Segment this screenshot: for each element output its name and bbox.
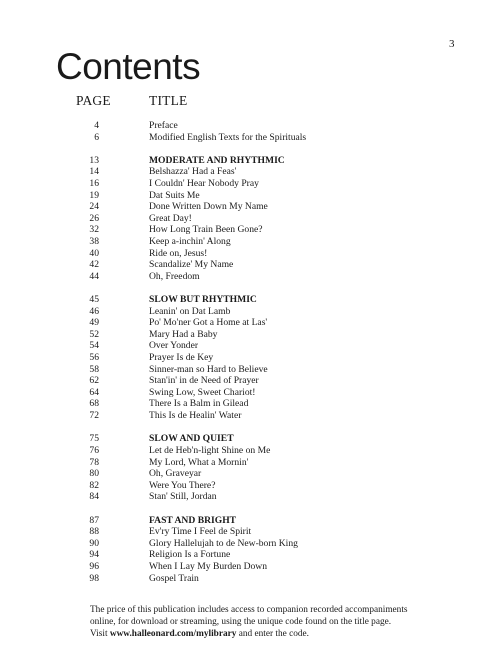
toc-entry xyxy=(0,410,500,422)
toc-section-heading xyxy=(0,294,500,306)
toc-page-number: 52 xyxy=(89,328,99,340)
toc-section xyxy=(0,433,500,503)
toc-page-number: 49 xyxy=(89,317,99,329)
toc-entry-title: How Long Train Been Gone? xyxy=(149,224,263,236)
toc-entry xyxy=(0,468,500,480)
toc-page-number: 90 xyxy=(89,537,99,549)
page-number: 3 xyxy=(449,38,455,50)
toc-entry xyxy=(0,166,500,178)
table-of-contents xyxy=(0,120,500,596)
toc-page-number: 46 xyxy=(89,305,99,317)
toc-entry xyxy=(0,317,500,329)
toc-section-heading xyxy=(0,433,500,445)
toc-page-number: 84 xyxy=(89,491,99,503)
toc-entry xyxy=(0,480,500,492)
footer-text: Visit xyxy=(90,628,110,639)
toc-page-number: 14 xyxy=(89,166,99,178)
toc-entry-title: Let de Heb'n-light Shine on Me xyxy=(149,444,271,456)
toc-page-number: 87 xyxy=(89,514,99,526)
toc-page-number: 88 xyxy=(89,526,99,538)
toc-entry-title: Were You There? xyxy=(149,479,216,491)
toc-page-number: 82 xyxy=(89,479,99,491)
toc-entry xyxy=(0,387,500,399)
toc-heading-title: MODERATE AND RHYTHMIC xyxy=(149,154,285,166)
page-title: Contents xyxy=(56,46,201,87)
toc-page-number: 75 xyxy=(89,433,99,445)
toc-page-number: 13 xyxy=(89,154,99,166)
toc-entry xyxy=(0,224,500,236)
toc-entry-title: Oh, Freedom xyxy=(149,270,200,282)
toc-entry xyxy=(0,526,500,538)
toc-page-number: 78 xyxy=(89,456,99,468)
toc-page-number: 62 xyxy=(89,375,99,387)
toc-entry xyxy=(0,352,500,364)
toc-entry-title: Dat Suits Me xyxy=(149,189,200,201)
toc-entry xyxy=(0,375,500,387)
toc-page-number: 16 xyxy=(89,178,99,190)
toc-entry-title: I Couldn' Hear Nobody Pray xyxy=(149,178,259,190)
toc-entry-title: Po' Mo'ner Got a Home at Las' xyxy=(149,317,268,329)
toc-entry-title: This Is de Healin' Water xyxy=(149,410,242,422)
toc-entry-title: Stan' Still, Jordan xyxy=(149,491,217,503)
toc-entry-title: Over Yonder xyxy=(149,340,199,352)
toc-entry xyxy=(0,271,500,283)
toc-page-number: 64 xyxy=(89,386,99,398)
column-header-page: PAGE xyxy=(76,93,111,108)
toc-page-number: 58 xyxy=(89,363,99,375)
toc-entry-title: Preface xyxy=(149,120,178,131)
toc-entry xyxy=(0,306,500,318)
toc-page-number: 68 xyxy=(89,398,99,410)
toc-entry-title: Modified English Texts for the Spirituals xyxy=(149,131,307,143)
toc-section xyxy=(0,155,500,283)
toc-page-number: 44 xyxy=(89,270,99,282)
toc-page-number: 40 xyxy=(89,247,99,259)
toc-entry xyxy=(0,120,500,132)
toc-page-number: 32 xyxy=(89,224,99,236)
toc-entry-title: Great Day! xyxy=(149,212,192,224)
toc-section xyxy=(0,515,500,585)
toc-entry xyxy=(0,190,500,202)
toc-page-number: 4 xyxy=(94,120,99,131)
toc-entry xyxy=(0,364,500,376)
toc-entry xyxy=(0,178,500,190)
toc-entry xyxy=(0,213,500,225)
toc-entry xyxy=(0,340,500,352)
toc-entry xyxy=(0,457,500,469)
library-url-link[interactable]: www.halleonard.com/mylibrary xyxy=(109,628,237,639)
toc-entry xyxy=(0,201,500,213)
toc-page-number: 19 xyxy=(89,189,99,201)
toc-entry xyxy=(0,398,500,410)
toc-entry xyxy=(0,561,500,573)
toc-page-number: 56 xyxy=(89,352,99,364)
toc-entry-title: Leanin' on Dat Lamb xyxy=(149,305,231,317)
toc-entry-title: Stan'in' in de Need of Prayer xyxy=(149,375,259,387)
toc-entry-title: Done Written Down My Name xyxy=(149,201,268,213)
toc-heading-title: SLOW AND QUIET xyxy=(149,433,234,445)
toc-entry xyxy=(0,549,500,561)
toc-entry xyxy=(0,259,500,271)
toc-page-number: 45 xyxy=(89,294,99,306)
toc-entry xyxy=(0,132,500,144)
toc-heading-title: SLOW BUT RHYTHMIC xyxy=(149,294,257,306)
toc-page-number: 38 xyxy=(89,236,99,248)
toc-entry-title: My Lord, What a Mornin' xyxy=(149,456,249,468)
toc-entry-title: Prayer Is de Key xyxy=(149,352,214,364)
toc-entry-title: Religion Is a Fortune xyxy=(149,549,231,561)
toc-page-number: 98 xyxy=(89,572,99,584)
toc-page-number: 6 xyxy=(94,131,99,143)
toc-entry xyxy=(0,445,500,457)
toc-page-number: 94 xyxy=(89,549,99,561)
toc-entry-title: Glory Hallelujah to de New-born King xyxy=(149,537,298,549)
toc-entry-title: Keep a-inchin' Along xyxy=(149,236,231,248)
toc-page-number: 96 xyxy=(89,560,99,572)
toc-section-heading xyxy=(0,155,500,167)
toc-page-number: 24 xyxy=(89,201,99,213)
toc-entry-title: Mary Had a Baby xyxy=(149,328,218,340)
toc-entry-title: When I Lay My Burden Down xyxy=(149,560,268,572)
footer-note xyxy=(90,605,470,640)
toc-page-number: 80 xyxy=(89,468,99,480)
toc-entry xyxy=(0,573,500,585)
toc-entry xyxy=(0,236,500,248)
toc-entry-title: Swing Low, Sweet Chariot! xyxy=(149,386,256,398)
toc-entry-title: Oh, Graveyar xyxy=(149,468,202,480)
toc-page-number: 76 xyxy=(89,444,99,456)
toc-entry-title: Ride on, Jesus! xyxy=(149,247,208,259)
toc-entry xyxy=(0,491,500,503)
toc-entry-title: Scandalize' My Name xyxy=(149,259,234,271)
column-header-title: TITLE xyxy=(149,93,188,108)
toc-section-heading xyxy=(0,515,500,527)
toc-entry-title: Ev'ry Time I Feel de Spirit xyxy=(149,526,252,538)
toc-page-number: 42 xyxy=(89,259,99,271)
toc-entry xyxy=(0,248,500,260)
toc-entry-title: Sinner-man so Hard to Believe xyxy=(149,363,268,375)
toc-page-number: 54 xyxy=(89,340,99,352)
footer-line: online, for download or streaming, using the unique code found on the title page. xyxy=(90,616,392,627)
toc-heading-title: FAST AND BRIGHT xyxy=(149,514,237,526)
toc-entry xyxy=(0,538,500,550)
toc-section xyxy=(0,294,500,422)
toc-entry-title: Belshazza' Had a Feas' xyxy=(149,166,237,178)
toc-entry xyxy=(0,329,500,341)
toc-entry-title: Gospel Train xyxy=(149,572,199,584)
footer-line: The price of this publication includes access to companion recorded accompaniments xyxy=(90,605,408,615)
toc-page-number: 26 xyxy=(89,212,99,224)
footer-text: and enter the code. xyxy=(236,628,309,639)
toc-section xyxy=(0,120,500,143)
toc-page-number: 72 xyxy=(89,410,99,422)
toc-entry-title: There Is a Balm in Gilead xyxy=(149,398,249,410)
footer-line xyxy=(90,629,470,641)
